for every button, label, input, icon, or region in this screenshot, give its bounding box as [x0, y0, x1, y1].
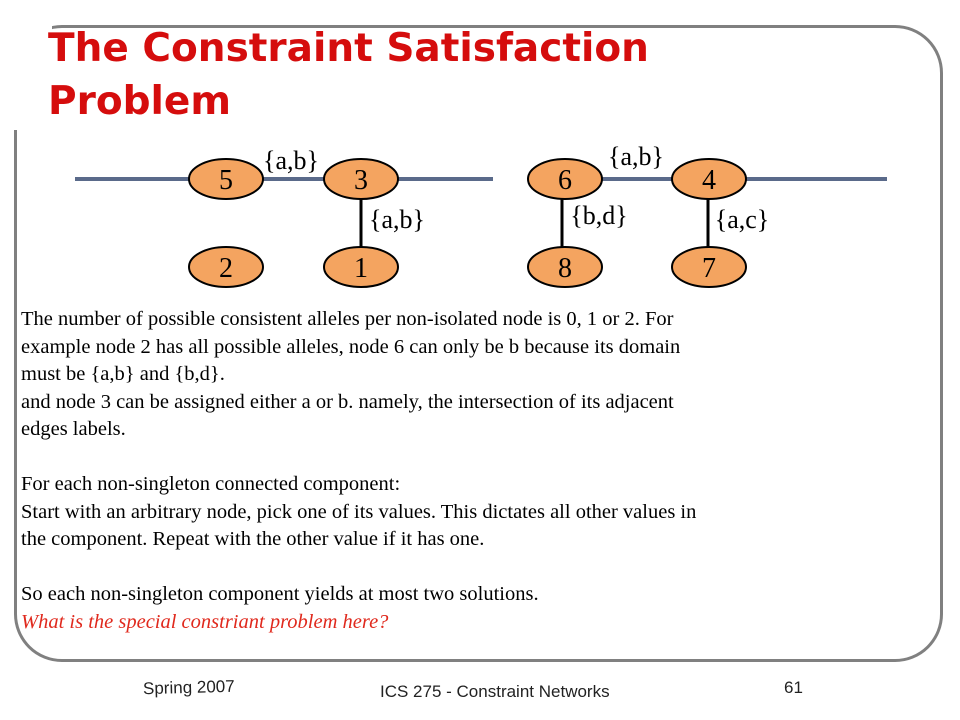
node-1 — [324, 247, 398, 287]
body-line: must be {a,b} and {b,d}. — [21, 363, 225, 385]
node-label: 8 — [558, 253, 572, 284]
body-line: edges labels. — [21, 418, 126, 440]
node-label: 7 — [702, 253, 716, 284]
edge-label-3-1: {a,b} — [369, 205, 425, 234]
constraint-graph — [0, 0, 960, 300]
node-6 — [528, 159, 602, 199]
slide-title: The Constraint Satisfaction Problem — [48, 26, 649, 124]
body-line: Start with an arbitrary node, pick one of its values. This dictates all other values in — [21, 500, 697, 523]
body-line: For each non-singleton connected component: — [21, 473, 401, 495]
body-line: and node 3 can be assigned either a or b. namely, the intersection of its adjacent — [21, 390, 674, 413]
node-label: 3 — [354, 165, 368, 196]
paragraph-gap — [21, 554, 921, 582]
node-5 — [189, 159, 263, 199]
edge-label-4-7: {a,c} — [714, 205, 770, 234]
node-label: 2 — [219, 253, 233, 284]
node-4 — [672, 159, 746, 199]
paragraph-gap — [21, 444, 921, 472]
slide-body — [21, 306, 921, 636]
edge-label-5-3: {a,b} — [263, 146, 319, 175]
edge-label-6-8: {b,d} — [570, 201, 628, 230]
footer-page-number: 61 — [784, 678, 803, 697]
node-label: 1 — [354, 253, 368, 284]
node-3 — [324, 159, 398, 199]
body-line: the component. Repeat with the other value if it has one. — [21, 528, 485, 550]
node-label: 4 — [702, 165, 716, 196]
edge-label-6-4: {a,b} — [608, 142, 664, 171]
body-line: example node 2 has all possible alleles, node 6 can only be b because its domain — [21, 335, 681, 358]
node-label: 5 — [219, 165, 233, 196]
footer-course: ICS 275 - Constraint Networks — [380, 682, 610, 701]
node-7 — [672, 247, 746, 287]
node-label: 6 — [558, 165, 572, 196]
body-line: So each non-singleton component yields at most two solutions. — [21, 583, 539, 605]
body-line: The number of possible consistent alleles per non-isolated node is 0, 1 or 2. For — [21, 308, 674, 330]
node-8 — [528, 247, 602, 287]
question-line: What is the special constriant problem here? — [21, 610, 389, 633]
footer-date: Spring 2007 — [142, 676, 235, 699]
node-2 — [189, 247, 263, 287]
